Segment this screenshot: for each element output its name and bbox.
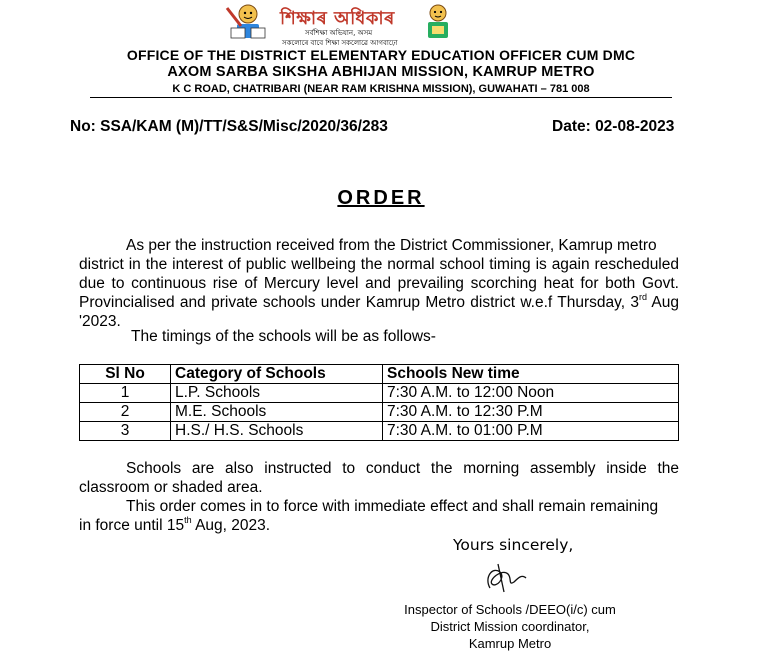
school-timings-table bbox=[79, 364, 679, 441]
effect-paragraph bbox=[79, 497, 679, 535]
designation-line-1: Inspector of Schools /DEEO(i/c) cum bbox=[404, 602, 616, 617]
assembly-paragraph bbox=[79, 459, 679, 497]
table-row bbox=[80, 422, 679, 441]
closing-salutation: Yours sincerely, bbox=[453, 536, 574, 554]
signature-icon bbox=[478, 558, 538, 598]
child-mascot-icon bbox=[418, 2, 458, 44]
cell-time: 7:30 A.M. to 12:00 Noon bbox=[383, 384, 679, 403]
order-title-text: ORDER bbox=[337, 187, 425, 209]
table-row bbox=[80, 384, 679, 403]
child-reading-mascot-icon bbox=[225, 2, 271, 44]
designation-line-3: Kamrup Metro bbox=[468, 636, 552, 651]
mission-heading: AXOM SARBA SIKSHA ABHIJAN MISSION, KAMRUP METRO bbox=[167, 64, 595, 80]
reference-number: No: SSA/KAM (M)/TT/S&S/Misc/2020/36/283 bbox=[70, 118, 388, 135]
cell-sl-no: 3 bbox=[80, 422, 171, 441]
header-sl-no: Sl No bbox=[80, 365, 171, 384]
page-title bbox=[0, 187, 762, 210]
ordinal-suffix: th bbox=[184, 515, 192, 525]
paragraph-text: Schools are also instructed to conduct the morning assembly inside the classroom or shaded area. bbox=[79, 460, 679, 496]
cell-time: 7:30 A.M. to 01:00 P.M bbox=[383, 422, 679, 441]
cell-category: M.E. Schools bbox=[171, 403, 383, 422]
designation-line-2: District Mission coordinator, bbox=[430, 619, 590, 634]
office-heading: OFFICE OF THE DISTRICT ELEMENTARY EDUCATION OFFICER CUM DMC bbox=[126, 47, 636, 63]
paragraph-first-line: This order comes in to force with immediate effect and shall remain remaining bbox=[126, 498, 659, 515]
cell-sl-no: 2 bbox=[80, 403, 171, 422]
header-category: Category of Schools bbox=[171, 365, 383, 384]
signatory-designation bbox=[300, 601, 720, 652]
address-line: K C ROAD, CHATRIBARI (NEAR RAM KRISHNA MISSION), GUWAHATI – 781 008 bbox=[172, 83, 590, 95]
instruction-paragraph bbox=[79, 236, 679, 331]
paragraph-body: in force until 15 bbox=[79, 517, 185, 534]
paragraph-first-line: As per the instruction received from the District Commissioner, Kamrup metro bbox=[126, 237, 657, 254]
paragraph-body: district in the interest of public wellbeing the normal school timing is again rescheduled due to continuous rise of Mercury level and prevailing scorching heat for both Govt. Provincialised and private schools under Kamrup Metro district w.e.f Thursday, 3 bbox=[79, 256, 679, 311]
header-divider bbox=[90, 97, 672, 98]
logo-subtitle: সৰ্বশিক্ষা অভিযান, অসম bbox=[305, 29, 373, 37]
order-date: Date: 02-08-2023 bbox=[552, 118, 675, 135]
table-row bbox=[80, 403, 679, 422]
paragraph-tail: Aug, 2023. bbox=[191, 517, 271, 534]
cell-time: 7:30 A.M. to 12:30 P.M bbox=[383, 403, 679, 422]
cell-category: H.S./ H.S. Schools bbox=[171, 422, 383, 441]
cell-category: L.P. Schools bbox=[171, 384, 383, 403]
table-header-row bbox=[80, 365, 679, 384]
logo-title: শিক্ষাৰ অধিকাৰ bbox=[280, 8, 395, 29]
paragraph-tail: Aug '2023. bbox=[79, 294, 680, 330]
header-new-time: Schools New time bbox=[383, 365, 679, 384]
ordinal-suffix: rd bbox=[638, 292, 647, 302]
cell-sl-no: 1 bbox=[80, 384, 171, 403]
logo-tagline: সকলোৰে বাবে শিক্ষা সকলোৱে আগবাঢ়ো bbox=[282, 39, 398, 47]
timings-intro: The timings of the schools will be as follows- bbox=[131, 328, 436, 345]
